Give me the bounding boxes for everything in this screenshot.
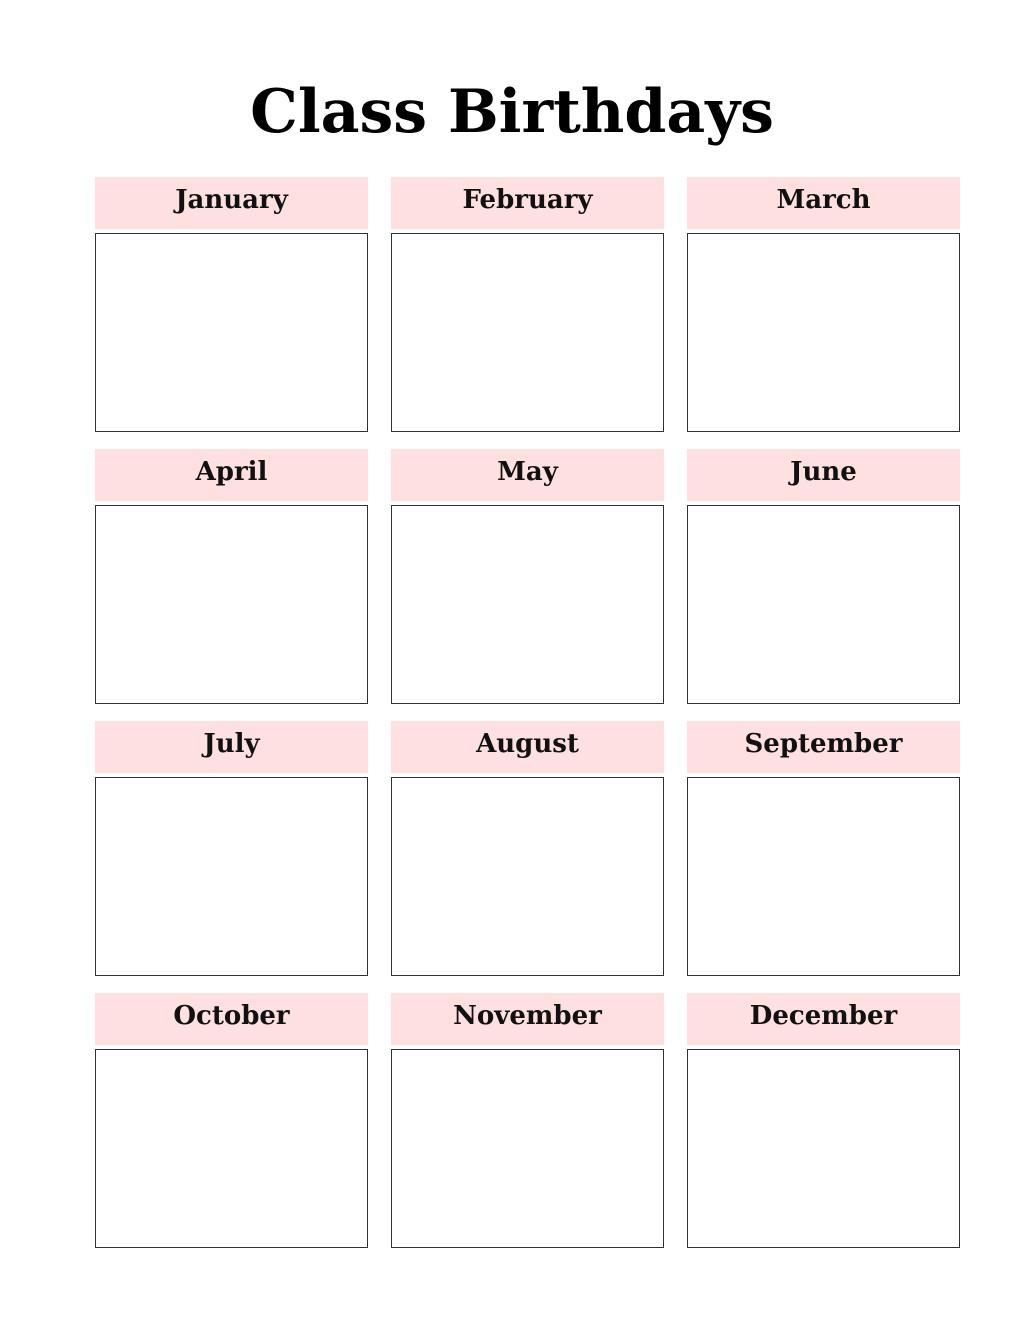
month-entry-box[interactable] [391, 233, 664, 432]
month-cell-august [391, 721, 664, 976]
month-cell-october [95, 993, 368, 1248]
month-header: January [95, 177, 368, 229]
page-title: Class Birthdays [250, 77, 774, 147]
month-header: September [687, 721, 960, 773]
month-header: February [391, 177, 664, 229]
month-header: June [687, 449, 960, 501]
month-cell-may [391, 449, 664, 704]
month-entry-box[interactable] [687, 1049, 960, 1248]
month-header: August [391, 721, 664, 773]
month-entry-box[interactable] [95, 777, 368, 976]
month-entry-box[interactable] [687, 505, 960, 704]
month-header: November [391, 993, 664, 1045]
month-cell-june [687, 449, 960, 704]
month-cell-february [391, 177, 664, 432]
month-entry-box[interactable] [391, 505, 664, 704]
month-header: July [95, 721, 368, 773]
month-header: December [687, 993, 960, 1045]
month-header: May [391, 449, 664, 501]
month-cell-november [391, 993, 664, 1248]
month-cell-september [687, 721, 960, 976]
month-entry-box[interactable] [391, 777, 664, 976]
month-cell-january [95, 177, 368, 432]
month-header: March [687, 177, 960, 229]
month-entry-box[interactable] [95, 505, 368, 704]
month-entry-box[interactable] [95, 233, 368, 432]
month-cell-march [687, 177, 960, 432]
month-header: October [95, 993, 368, 1045]
month-cell-april [95, 449, 368, 704]
month-entry-box[interactable] [687, 777, 960, 976]
month-entry-box[interactable] [687, 233, 960, 432]
month-header: April [95, 449, 368, 501]
month-cell-december [687, 993, 960, 1248]
month-entry-box[interactable] [95, 1049, 368, 1248]
month-cell-july [95, 721, 368, 976]
month-entry-box[interactable] [391, 1049, 664, 1248]
